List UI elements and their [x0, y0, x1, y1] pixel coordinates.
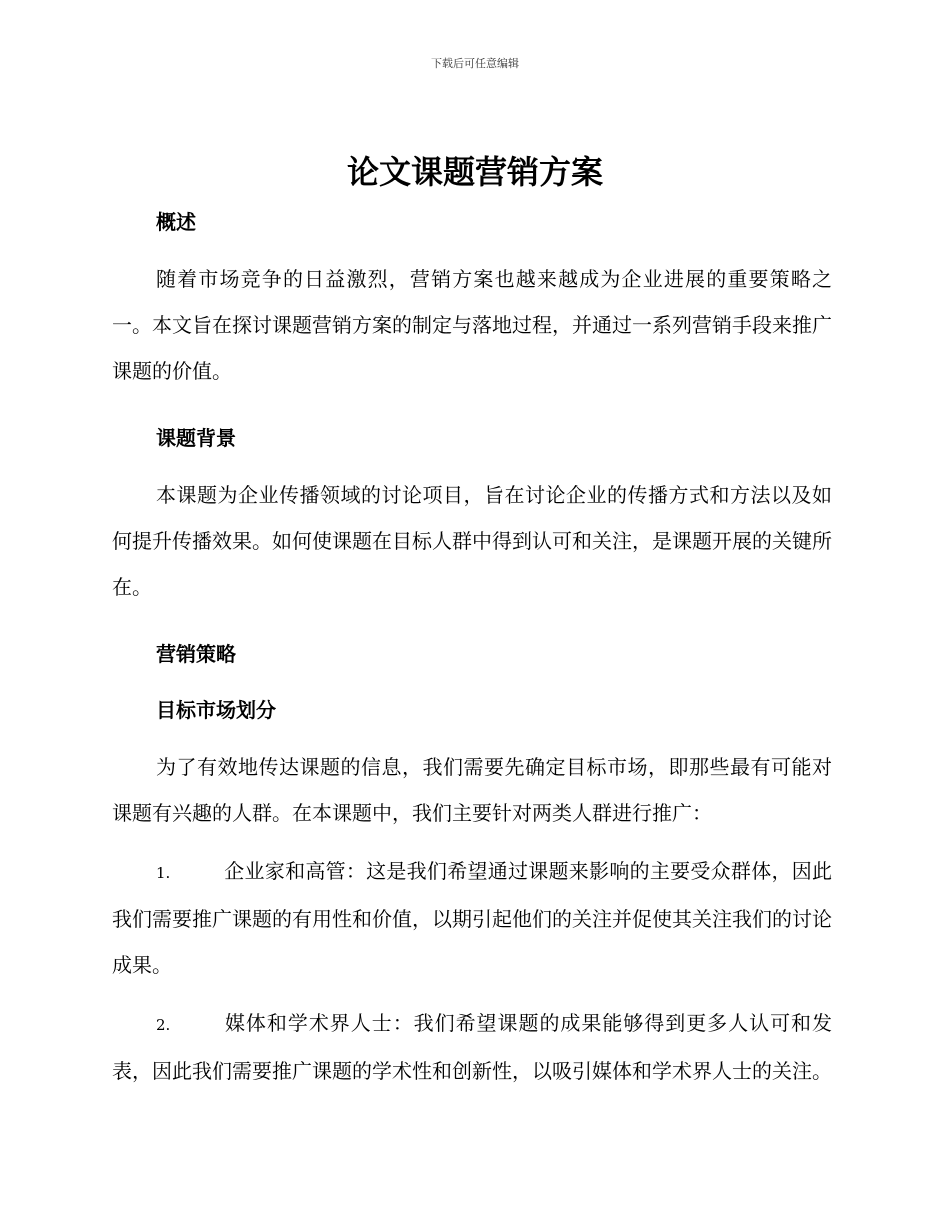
list-item-number: 1. — [156, 864, 171, 882]
document-body — [112, 200, 832, 1094]
paragraph-overview: 随着市场竞争的日益激烈，营销方案也越来越成为企业进展的重要策略之一。本文旨在探讨课题营销方案的制定与落地过程，并通过一系列营销手段来推广课题的价值。 — [112, 267, 832, 383]
paragraph-background: 本课题为企业传播领域的讨论项目，旨在讨论企业的传播方式和方法以及如何提升传播效果。如何使课题在目标人群中得到认可和关注，是课题开展的关键所在。 — [112, 483, 832, 599]
document-title: 论文课题营销方案 — [346, 153, 603, 191]
list-item-text: 企业家和高管：这是我们希望通过课题来影响的主要受众群体，因此我们需要推广课题的有用性和价值，以期引起他们的关注并促使其关注我们的讨论成果。 — [112, 859, 832, 977]
heading-target-market: 目标市场划分 — [156, 698, 276, 722]
list-item-text: 媒体和学术界人士：我们希望课题的成果能够得到更多人认可和发表，因此我们需要推广课题的学术性和创新性，以吸引媒体和学术界人士的关注。 — [112, 1011, 832, 1083]
list-item-number: 2. — [156, 1016, 171, 1034]
paragraph-target-market: 为了有效地传达课题的信息，我们需要先确定目标市场，即那些最有可能对课题有兴趣的人群。在本课题中，我们主要针对两类人群进行推广： — [112, 755, 832, 825]
page-header-note: 下载后可任意编辑 — [431, 57, 519, 70]
heading-background: 课题背景 — [156, 426, 236, 450]
heading-overview: 概述 — [156, 210, 196, 234]
list-item — [112, 1000, 832, 1094]
list-item — [112, 848, 832, 988]
heading-strategy: 营销策略 — [156, 642, 236, 666]
